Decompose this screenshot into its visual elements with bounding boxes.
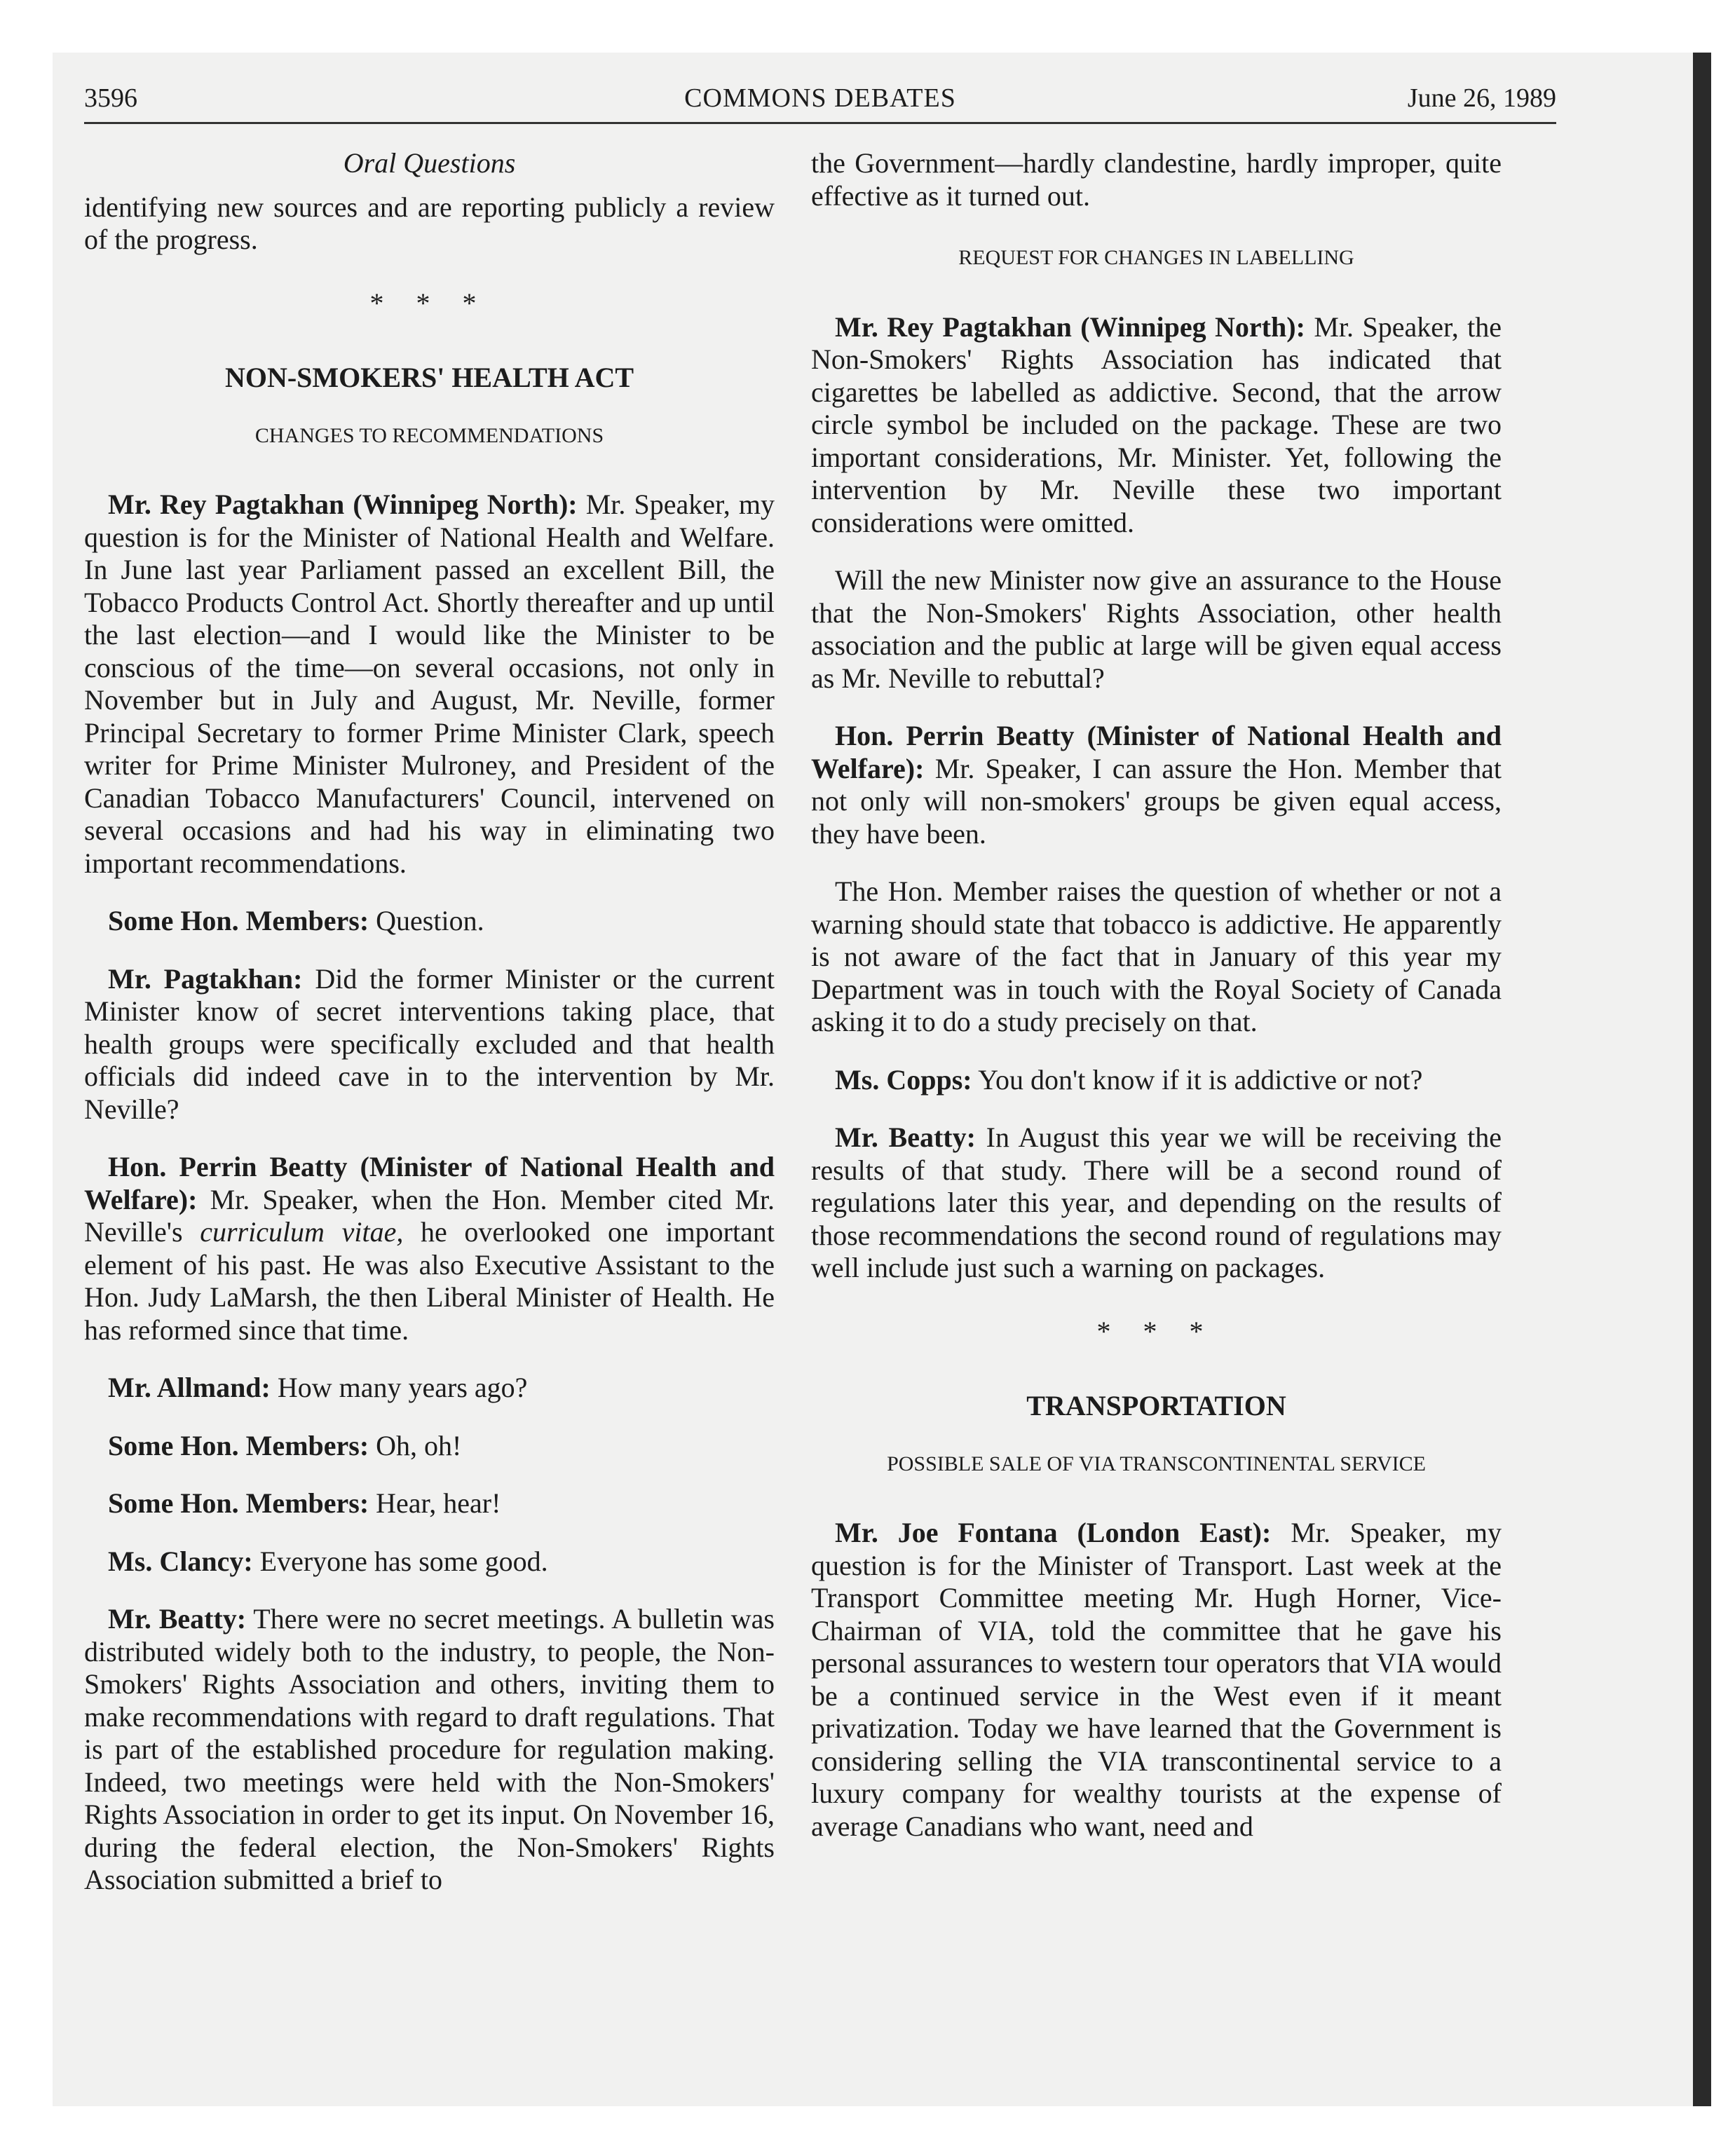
speaker-name: Ms. Copps:	[835, 1063, 972, 1096]
section-subheading: CHANGES TO RECOMMENDATIONS	[254, 423, 604, 447]
speech-text: Question.	[369, 905, 484, 936]
speech-paragraph	[84, 963, 775, 1126]
section-heading: NON-SMOKERS' HEALTH ACT	[224, 362, 634, 393]
speech-text: Mr. Speaker, I can assure the Hon. Member that not only will non-smokers' groups be given equal access, they have been.	[811, 752, 1502, 850]
speech-text: Did the former Minister or the current Minister know of secret interventions taking place, that health groups were specifically excluded and that health officials did indeed cave in to the intervention by Mr. Neville?	[84, 962, 775, 1125]
speech-text: You don't know if it is addictive or not?	[972, 1063, 1423, 1096]
speech-text: In August this year we will be receiving the results of that study. There will be a second round of regulations later this year, and depending on the results of those recommendations the second round of regulations may well include just such a warning on packages.	[811, 1121, 1502, 1283]
speaker-name: Some Hon. Members:	[108, 1429, 369, 1461]
speech-paragraph	[84, 1546, 775, 1578]
speech-text: Mr. Speaker, when the Hon. Member cited Mr. Neville's	[84, 1183, 775, 1248]
page-edge-shadow	[1693, 53, 1711, 2106]
speech-text: Hear, hear!	[369, 1487, 501, 1519]
paragraph: identifying new sources and are reporting publicly a review of the progress.	[84, 191, 775, 255]
speech-paragraph	[84, 1430, 775, 1463]
speech-paragraph	[84, 489, 775, 880]
speaker-name: Some Hon. Members:	[108, 905, 369, 936]
speech-paragraph	[811, 311, 1502, 540]
speech-paragraph	[84, 905, 775, 938]
speech-paragraph	[84, 1487, 775, 1520]
speech-paragraph	[811, 1121, 1502, 1285]
section-subheading: REQUEST FOR CHANGES IN LABELLING	[958, 246, 1354, 269]
speech-paragraph	[811, 720, 1502, 850]
speaker-name: Mr. Rey Pagtakhan (Winnipeg North):	[835, 311, 1305, 343]
publication-title: COMMONS DEBATES	[684, 83, 956, 113]
speech-text: There were no secret meetings. A bulletin was distributed widely both to the industry, to people, the Non-Smokers' Rights Association and others, inviting them to make recommendations with regard to draft regulations. That is part of the established procedure for regulation making. Indeed, two meetings were held with the Non-Smokers' Rights Association in order to get its input. On November 16, during the federal election, the Non-Smokers' Rights Association submitted a brief to	[84, 1603, 775, 1895]
section-separator: * * *	[369, 287, 489, 319]
speaker-name: Mr. Joe Fontana (London East):	[835, 1517, 1272, 1548]
speech-text: Mr. Speaker, my question is for the Minister of National Health and Welfare. In June last year Parliament passed an excellent Bill, the Tobacco Products Control Act. Shortly thereafter and up until the last election—and I would like the Minister to be conscious of the time—on several occasions, not only in November but in July and August, Mr. Neville, former Principal Secretary to former Prime Minister Clark, speech writer for Prime Minister Mulroney, and President of the Canadian Tobacco Manufacturers' Council, intervened on several occasions and had his way in eliminating two important recommendations.	[84, 489, 775, 879]
section-subheading: POSSIBLE SALE OF VIA TRANSCONTINENTAL SERVICE	[887, 1452, 1426, 1475]
speaker-name: Mr. Pagtakhan:	[108, 962, 303, 995]
running-header	[84, 83, 1556, 125]
left-column	[84, 147, 775, 1922]
speaker-name: Hon. Perrin Beatty (Minister of National Health and Welfare):	[811, 720, 1502, 784]
speech-text: he overlooked one important element of his past. He was also Executive Assistant to the Hon. Judy LaMarsh, the then Liberal Minister of Health. He has reformed since that time.	[84, 1216, 775, 1346]
speech-text: Everyone has some good.	[252, 1545, 548, 1577]
speaker-name: Mr. Beatty:	[835, 1121, 976, 1153]
right-column	[811, 147, 1502, 1868]
header-rule	[84, 122, 1556, 124]
speaker-name: Some Hon. Members:	[108, 1487, 369, 1519]
speaker-name: Mr. Beatty:	[108, 1603, 247, 1635]
italic-term: curriculum vitae,	[200, 1216, 404, 1248]
speech-text: How many years ago?	[270, 1372, 528, 1403]
page-number: 3596	[84, 83, 137, 113]
section-label: Oral Questions	[343, 147, 516, 179]
speech-text: Mr. Speaker, the Non-Smokers' Rights Association has indicated that cigarettes be labelled as addictive. Second, that the arrow circle symbol be included on the package. These are two important considerations, Mr. Minister. Yet, following the intervention by Mr. Neville these two important considerations were omitted.	[811, 311, 1502, 538]
speech-paragraph	[84, 1151, 775, 1346]
speaker-name: Hon. Perrin Beatty (Minister of National Health and Welfare):	[84, 1151, 775, 1215]
header-date: June 26, 1989	[1407, 83, 1556, 113]
speech-paragraph	[811, 1064, 1502, 1097]
speech-text: Mr. Speaker, my question is for the Minister of Transport. Last week at the Transport Committee meeting Mr. Hugh Horner, Vice-Chairman of VIA, told the committee that he gave his personal assurances to western tour operators that VIA would be a continued service in the West even if it meant privatization. Today we have learned that the Government is considering selling the VIA transcontinental service to a luxury company for wealthy tourists at the expense of average Canadians who want, need and	[811, 1517, 1502, 1842]
speech-text: Oh, oh!	[369, 1429, 462, 1461]
speech-paragraph	[84, 1372, 775, 1405]
section-heading: TRANSPORTATION	[1026, 1390, 1286, 1421]
paragraph: The Hon. Member raises the question of whether or not a warning should state that tobacco is addictive. He apparently is not aware of the fact that in January of this year my Department was in touch with the Royal Society of Canada asking it to do a study precisely on that.	[811, 875, 1502, 1037]
speech-paragraph	[84, 1603, 775, 1897]
section-separator: * * *	[1096, 1315, 1216, 1347]
speaker-name: Ms. Clancy:	[108, 1545, 253, 1577]
paragraph: the Government—hardly clandestine, hardly improper, quite effective as it turned out.	[811, 147, 1502, 212]
speech-paragraph	[811, 1517, 1502, 1843]
speaker-name: Mr. Rey Pagtakhan (Winnipeg North):	[108, 489, 578, 520]
speaker-name: Mr. Allmand:	[108, 1372, 271, 1403]
paragraph: Will the new Minister now give an assurance to the House that the Non-Smokers' Rights Association, other health association and the public at large will be given equal access as Mr. Neville to rebuttal?	[811, 564, 1502, 694]
